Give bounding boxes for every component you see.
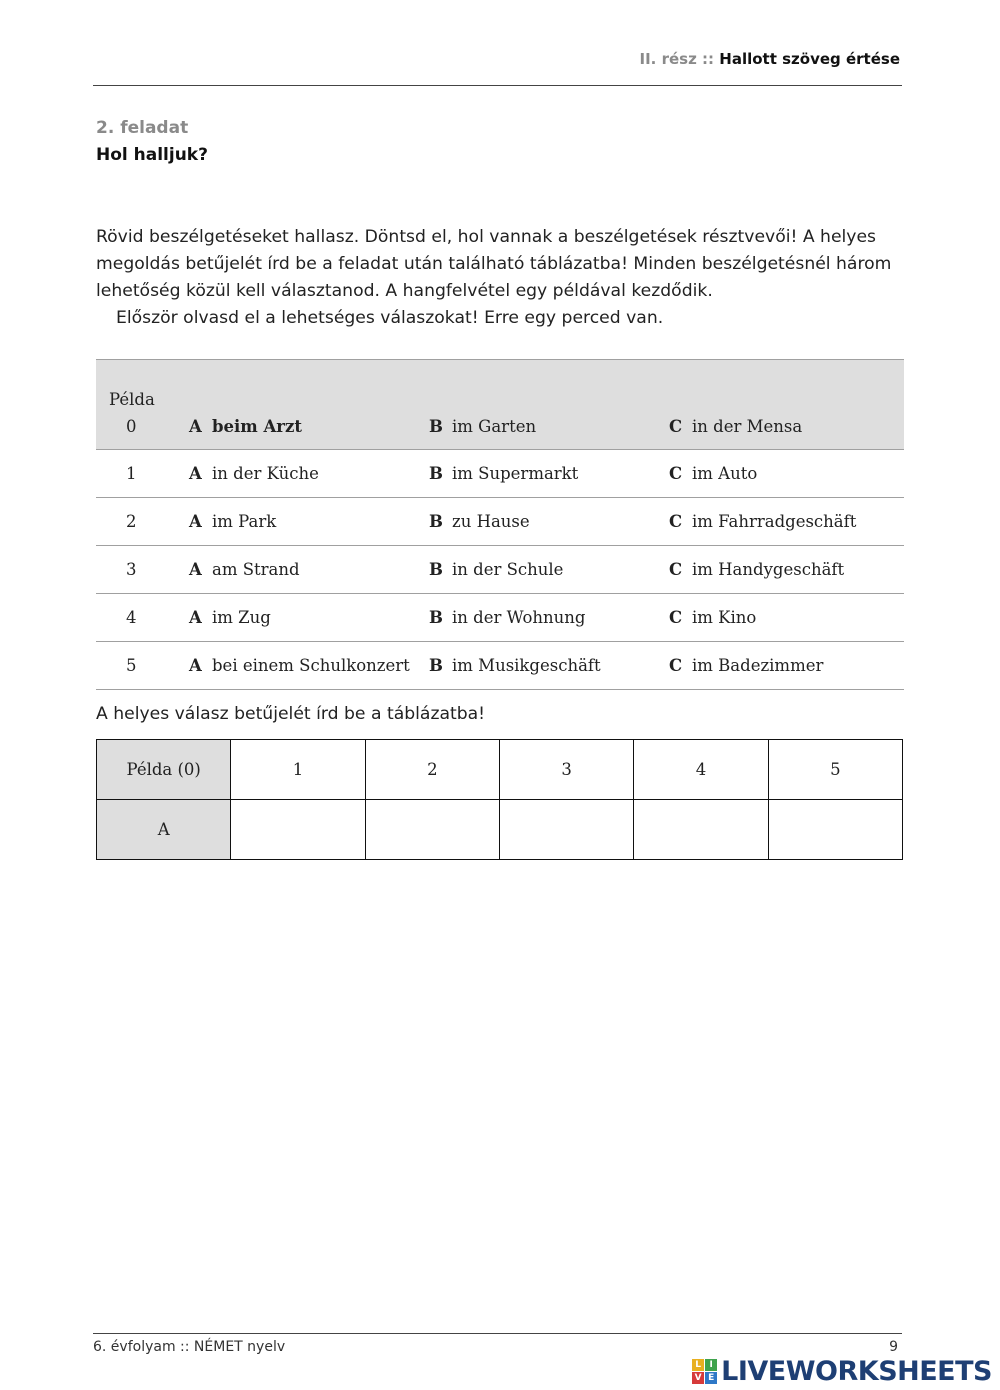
- options-row-4: [96, 594, 904, 642]
- option-b: B in der Schule: [429, 546, 669, 594]
- option-a: A bei einem Schulkonzert: [189, 642, 429, 690]
- example-cell: [96, 360, 189, 450]
- answer-field-4[interactable]: [634, 800, 768, 860]
- instructions: [96, 224, 916, 332]
- answer-header-5: 5: [768, 740, 902, 800]
- task-title: Hol halljuk?: [96, 145, 208, 165]
- answer-header-2: 2: [365, 740, 499, 800]
- header-part: II. rész ::: [639, 50, 715, 68]
- answer-header-4: 4: [634, 740, 768, 800]
- answer-row: [97, 800, 903, 860]
- option-b: B im Supermarkt: [429, 450, 669, 498]
- row-number: 1: [96, 450, 189, 498]
- option-a: A in der Küche: [189, 450, 429, 498]
- options-table: [96, 359, 904, 690]
- header-divider: [93, 85, 902, 86]
- answer-field-2[interactable]: [365, 800, 499, 860]
- option-b: B im Garten: [429, 360, 669, 450]
- answer-instruction: A helyes válasz betűjelét írd be a táblázatba!: [96, 704, 486, 724]
- example-label: Példa: [109, 390, 155, 409]
- logo-tile: E: [705, 1372, 717, 1384]
- page-number: 9: [889, 1339, 898, 1355]
- option-b: B in der Wohnung: [429, 594, 669, 642]
- answer-header-example: Példa (0): [97, 740, 231, 800]
- options-row-1: [96, 450, 904, 498]
- instructions-paragraph-1: Rövid beszélgetéseket hallasz. Döntsd el, hol vannak a beszélgetések résztvevői! A helyes megoldás betűjelét írd be a feladat után található táblázatba! Minden beszélgetésnél három lehetőség közül kell választanod. A hangfelvétel egy példával kezdődik.: [96, 227, 892, 301]
- page-header: [640, 50, 900, 68]
- options-row-2: [96, 498, 904, 546]
- option-a: A beim Arzt: [189, 360, 429, 450]
- row-number: 0: [126, 417, 137, 436]
- answer-header-row: [97, 740, 903, 800]
- row-number: 4: [96, 594, 189, 642]
- option-b: B im Musikgeschäft: [429, 642, 669, 690]
- answer-header-3: 3: [499, 740, 633, 800]
- answer-table: [96, 739, 903, 860]
- option-c: C im Badezimmer: [669, 642, 904, 690]
- answer-field-3[interactable]: [499, 800, 633, 860]
- row-number: 5: [96, 642, 189, 690]
- option-c: C im Kino: [669, 594, 904, 642]
- brand-text: LIVEWORKSHEETS: [721, 1356, 992, 1387]
- option-a: A im Zug: [189, 594, 429, 642]
- option-a: A am Strand: [189, 546, 429, 594]
- logo-icon: [692, 1359, 717, 1384]
- logo-tile: I: [705, 1359, 717, 1371]
- answer-field-1[interactable]: [231, 800, 365, 860]
- instructions-paragraph-2: Először olvasd el a lehetséges válaszokat! Erre egy perced van.: [116, 308, 664, 328]
- option-b: B zu Hause: [429, 498, 669, 546]
- logo-tile: L: [692, 1359, 704, 1371]
- option-c: C im Fahrradgeschäft: [669, 498, 904, 546]
- task-number: 2. feladat: [96, 118, 189, 138]
- header-title: Hallott szöveg értése: [719, 50, 900, 68]
- row-number: 2: [96, 498, 189, 546]
- option-c: C im Auto: [669, 450, 904, 498]
- answer-field-5[interactable]: [768, 800, 902, 860]
- row-number: 3: [96, 546, 189, 594]
- footer-grade: 6. évfolyam :: NÉMET nyelv: [93, 1339, 286, 1355]
- liveworksheets-logo: [692, 1356, 992, 1387]
- answer-example-value: A: [97, 800, 231, 860]
- answer-header-1: 1: [231, 740, 365, 800]
- option-c: C im Handygeschäft: [669, 546, 904, 594]
- options-row-5: [96, 642, 904, 690]
- footer-divider: [93, 1333, 902, 1334]
- logo-tile: V: [692, 1372, 704, 1384]
- option-a: A im Park: [189, 498, 429, 546]
- options-row-example: [96, 360, 904, 450]
- option-c: C in der Mensa: [669, 360, 904, 450]
- options-row-3: [96, 546, 904, 594]
